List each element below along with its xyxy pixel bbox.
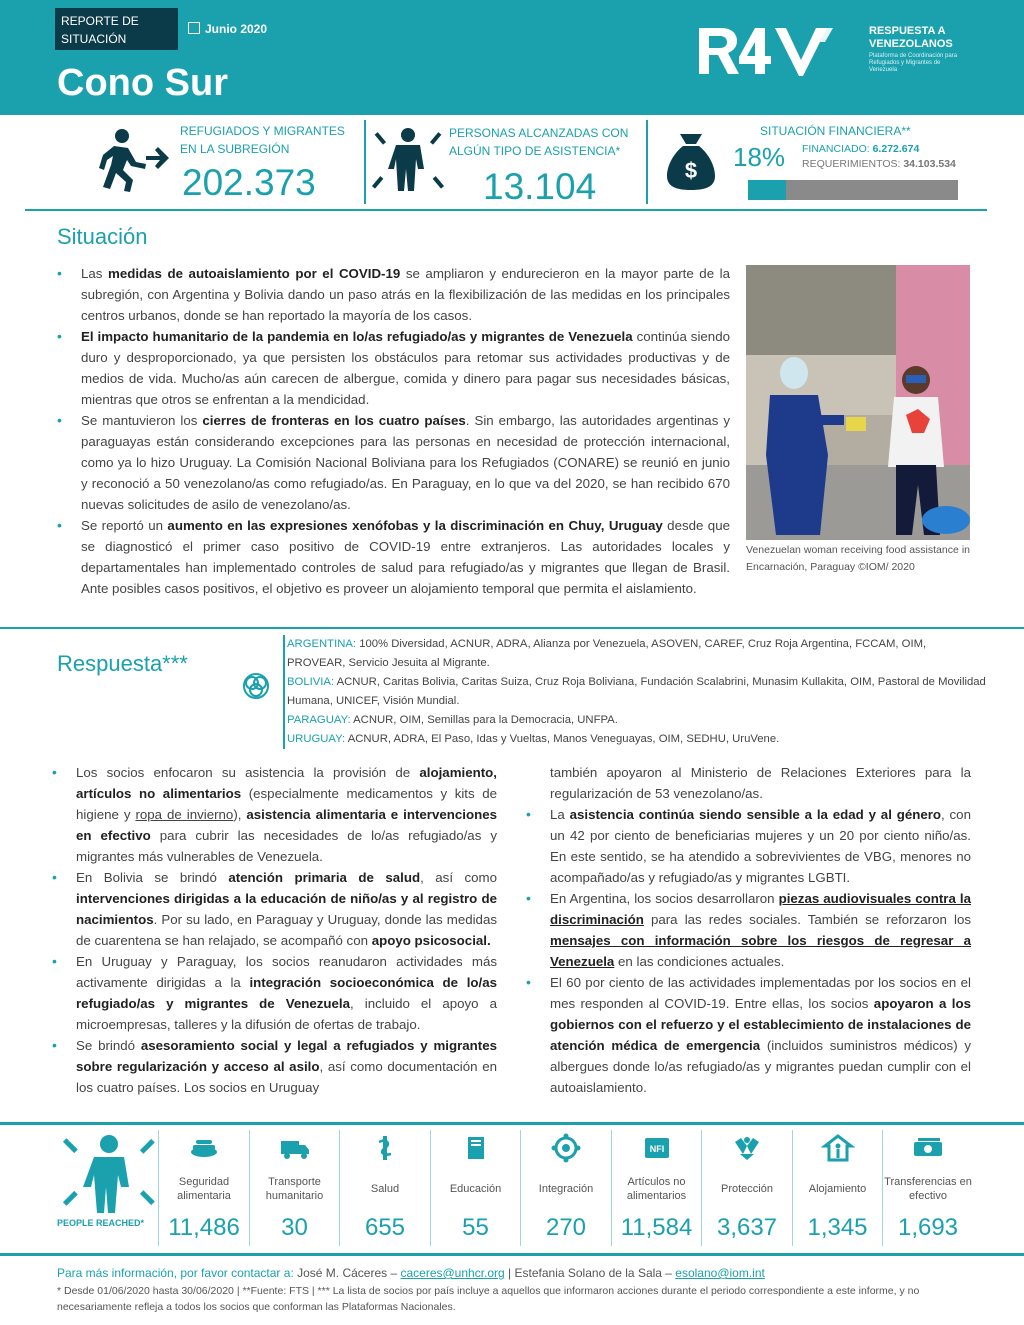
category-value: 1,693 [897,1214,959,1241]
category-divider [520,1130,521,1246]
partners-bolivia [287,673,987,711]
category-value: 1,345 [807,1214,868,1241]
category-value: 11,486 [168,1214,240,1241]
text: desde que se diagnosticó el primer caso positivo de COVID-19 entre extranjeros. Las autoridades locales y departamentales han implementado controles de salud para refugiado/as y migrantes que llegan de Brasil. Ante posibles casos positivos, el objetivo es proveer un alojamiento temporal que permita el aislamiento. [81,518,730,596]
category-divider [158,1130,159,1246]
email-link-1[interactable]: caceres@unhcr.org [400,1266,505,1280]
logo-title [869,25,979,51]
partners-by-country [283,635,987,749]
contact-name-1: José M. Cáceres – [297,1266,401,1280]
response-left-column [52,762,497,1098]
category-item [884,1130,972,1246]
contact-line [57,1266,765,1280]
funding-progress-fill [748,180,786,200]
category-item [160,1130,248,1246]
reached-label-line-1: PERSONAS ALCANZADAS CON [449,126,629,140]
category-label: Artículos no alimentarios [626,1176,687,1202]
text-bold: El impacto humanitario de la pandemia en lo/as refugiado/as y migrantes de Venezuela [81,329,633,344]
category-item [794,1130,882,1246]
text: continúa siendo duro y desproporcionado, ya que persisten los obstáculos para retomar sus actividades productivas y de medios de vida. Mucho/as aún carecen de albergue, comida y dinero para pagar sus necesidades básicas, mientras que otros se enfrentan a la mendicidad. [81,329,730,407]
respuesta-title: Respuesta*** [57,651,188,676]
category-label: Salud [370,1183,400,1195]
category-value: 11,584 [620,1214,693,1241]
logo-title-line-2: VENEZOLANOS [869,38,953,50]
strip-bottom-rule [0,1253,1024,1256]
section-rule [0,627,1024,629]
text: para cubrir las necesidades de lo/as refugiado/as y migrantes más vulnerables de Venezuela. [76,828,498,864]
footnote: * Desde 01/06/2020 hasta 30/06/2020 | **Fuente: FTS | *** La lista de socios por país incluye a aquellos que informaron acciones durante el periodo correspondiente a este informe, y no necesariamente refleja a todos los socios que conforman las Plataformas Nacionales. [57,1285,920,1313]
category-value: 30 [281,1214,308,1241]
requirements-value: 34.103.534 [903,158,956,170]
refugees-label-line-1: REFUGIADOS Y MIGRANTES [180,124,345,138]
response-continuation: también apoyaron al Ministerio de Relaciones Exteriores para la regularización de 53 venezolano/as. [550,765,971,801]
contact-name-2: Estefania Solano de la Sala – [514,1266,676,1280]
text-bold: integración socioeconómica de lo/as refugiado/as y migrantes de Venezuela [76,975,497,1011]
text: en las condiciones actuales. [614,954,785,969]
text-bold: apoyo psicosocial. [371,933,491,948]
situacion-bullets [57,263,730,599]
page-title: Cono Sur [57,62,228,104]
text: , incluido el apoyo a microempresas, talleres y la difusión de ofertas de trabajo. [76,996,497,1032]
shelter-icon [794,1132,882,1166]
kpi-bottom-rule [25,209,987,211]
country-label: ARGENTINA: [287,638,360,650]
situacion-bullet-4 [57,515,730,599]
report-type-badge [55,8,178,50]
text: Los socios enfocaron su asistencia la provisión de [76,765,420,780]
svg-text:$: $ [684,158,698,183]
category-divider [611,1130,612,1246]
funding-progress-bar [748,180,958,200]
kpi-divider [364,120,366,204]
text-bold: asistencia alimentaria e intervenciones en efectivo [76,807,498,843]
response-bullet-4 [52,1035,497,1098]
partners-uruguay [287,730,987,749]
partners-list: ACNUR, OIM, Semillas para la Democracia, UNFPA. [353,714,618,726]
funded-value: 6.272.674 [872,143,920,155]
date-text: Junio 2020 [205,22,268,36]
text: ), [233,807,247,822]
text: El 60 por ciento de las actividades implementadas por los socios en el mes responden al COVID-19. Entre ellas, los socios [550,975,971,1011]
category-divider [249,1130,250,1246]
text-bold: medidas de autoaislamiento por el COVID-19 [108,266,401,281]
people-reached-label: PEOPLE REACHED* [57,1218,145,1228]
response-bullet-7 [526,972,971,1098]
category-label: Educación [449,1183,502,1195]
text-bold: atención primaria de salud [228,870,421,885]
report-date [188,22,267,36]
partners-list: 100% Diversidad, ACNUR, ADRA, Alianza por Venezuela, ASOVEN, CAREF, Cruz Roja Argentina, FCCAM, OIM, PROVEAR, Servicio Jesuita al Migrante. [287,638,927,669]
email-link-2[interactable]: esolano@iom.int [675,1266,765,1280]
category-divider [882,1130,883,1246]
category-label: Alojamiento [808,1183,867,1195]
response-bullet-1 [52,762,497,867]
category-value: 270 [545,1214,587,1241]
text: Se reportó un [81,518,168,533]
person-reached-icon [372,124,444,196]
food-assistance-photo [746,265,970,540]
kpi-divider [646,120,648,204]
text: . Por su lado, en Paraguay y Uruguay, donde las medidas de cuarentena se han relajado, se acompañó con [76,912,497,948]
funded-label: FINANCIADO: [802,143,873,155]
response-right-column [526,762,971,1098]
text-bold: alojamiento, artículos no alimentarios [76,765,497,801]
finance-kpi-label: SITUACIÓN FINANCIERA** [760,124,911,138]
text-bold: cierres de fronteras en los cuatro países [202,413,466,428]
refugees-label-line-2: EN LA SUBREGIÓN [180,142,290,156]
text: Se mantuvieron los [81,413,203,428]
text: En Argentina, los socios desarrollaron [550,891,779,906]
country-label: PARAGUAY: [287,714,354,726]
nfi-icon [613,1132,701,1166]
strip-top-rule [0,1122,1024,1125]
category-label: Integración [538,1183,594,1195]
logo-title-line-1: RESPUESTA A [869,25,946,37]
category-divider [701,1130,702,1246]
truck-icon [251,1132,339,1166]
response-bullet-3 [52,951,497,1035]
text: En Uruguay y Paraguay, los socios reanudaron actividades más activamente dirigidas a la [76,954,497,990]
text: La [550,807,570,822]
category-divider [339,1130,340,1246]
funded-line [802,143,919,155]
category-item [703,1130,791,1246]
separator: | [504,1266,515,1280]
refugees-kpi-label [180,122,345,158]
response-bullet-2 [52,867,497,951]
walking-person-icon [94,128,170,194]
text-bold-underline: mensajes con información sobre los riesgos de regresar a Venezuela [550,933,971,969]
cash-icon [884,1132,972,1166]
text-bold-underline: piezas audiovisuales contra la discriminación [550,891,971,927]
text: . Sin embargo, las autoridades argentinas y paraguayas están considerando excepciones para las personas en necesidad de protección internacional, como ya lo hizo Uruguay. La Comisión Nacional Boliviana para los Refugiados (CONARE) se reunió en junio y reconoció a 50 venezolano/as como refugiado/as. En Paraguay, en lo que va del 2020, se han recibido 670 nuevas solicitudes de asilo de venezolano/as. [81,413,730,512]
text: Se brindó [76,1038,141,1053]
category-value: 3,637 [716,1214,778,1241]
category-value: 55 [462,1214,489,1241]
badge-line-1: REPORTE DE [61,14,139,28]
partners-list: ACNUR, Caritas Bolivia, Caritas Suiza, Cruz Roja Boliviana, Fundación Scalabrini, Munasim Kullakita, OIM, Pastoral de Movilidad Humana, UNICEF, Visión Mundial. [287,676,986,707]
partners-paraguay [287,711,987,730]
category-label: Transporte humanitario [265,1176,324,1202]
category-value: 655 [364,1214,406,1241]
category-divider [792,1130,793,1246]
situacion-title: Situación [57,224,148,249]
text: , con un 42 por ciento de beneficiarias mujeres y un 20 por ciento niño/as. En este sentido, se ha atendido a sobrevivientes de VBG, menores no acompañado/as y refugiado/as y migrantes LGBTI. [550,807,971,885]
response-bullet-6 [526,888,971,972]
text: Las [81,266,108,281]
partners-argentina [287,635,987,673]
text: , así como documentación en los cuatro países. Los socios en Uruguay [76,1059,497,1095]
text-bold: intervenciones dirigidas a la educación de niño/as y al registro de nacimientos [76,891,497,927]
requirements-line [802,158,956,170]
integration-icon [522,1132,610,1166]
category-divider [430,1130,431,1246]
finance-percent: 18% [733,142,786,172]
requirements-label: REQUERIMIENTOS: [802,158,904,170]
protection-icon [703,1132,791,1166]
text: (especialmente medicamentos y kits de higiene y [76,786,497,822]
people-reached-icon [62,1130,156,1216]
logo-subtitle: Plataforma de Coordinación para Refugiados y Migrantes de Venezuela [869,53,958,73]
country-label: URUGUAY: [287,733,348,745]
badge-line-2: SITUACIÓN [61,32,127,46]
text-bold: apoyaron a los gobiernos con el refuerzo y el establecimiento de instalaciones de atención médica de emergencia [550,996,971,1053]
situacion-bullet-3 [57,410,730,515]
partners-list: ACNUR, ADRA, El Paso, Idas y Vueltas, Manos Veneguayas, OIM, SEDHU, UruVene. [347,733,780,745]
food-icon [160,1132,248,1166]
text-underline: ropa de invierno [135,807,234,822]
text: , así como [420,870,497,885]
text-bold: asistencia continúa siendo sensible a la edad y al género [569,807,942,822]
photo-caption: Venezuelan woman receiving food assistance in Encarnación, Paraguay ©IOM/ 2020 [746,544,970,573]
category-item [613,1130,701,1246]
photo-illustration [746,265,970,540]
health-icon [341,1132,429,1166]
response-bullet-5 [526,804,971,888]
category-item [432,1130,520,1246]
svg-text:NFI: NFI [649,1144,664,1154]
partners-icon [241,671,271,701]
category-item [522,1130,610,1246]
reached-kpi-label [449,124,628,160]
text-bold: aumento en las expresiones xenófobas y la discriminación en Chuy, Uruguay [167,518,663,533]
country-label: BOLIVIA: [287,676,337,688]
text: se ampliaron y endurecieron en la mayor parte de la subregión, con Argentina y Bolivia dando un paso atrás en la flexibilización de las medidas en los principales centros urbanos, donde se han reportado la mayoría de los casos. [81,266,730,323]
text: En Bolivia se brindó [76,870,229,885]
refugees-kpi-value: 202.373 [182,162,316,203]
category-item [251,1130,339,1246]
situacion-bullet-2 [57,326,730,410]
category-label: Protección [721,1183,773,1195]
text: para las redes sociales. También se reforzaron los [643,912,971,927]
reached-kpi-value: 13.104 [483,166,597,207]
category-item [341,1130,429,1246]
r4v-logo-icon [697,24,859,78]
category-label: Seguridad alimentaria [177,1176,231,1202]
money-bag-icon [665,130,717,192]
book-icon [432,1132,520,1166]
contact-prefix: Para más información, por favor contactar a: [57,1266,298,1280]
category-label: Transferencias en efectivo [884,1176,972,1202]
reached-label-line-2: ALGÚN TIPO DE ASISTENCIA* [449,144,621,158]
calendar-icon [188,22,200,34]
situacion-bullet-1 [57,263,730,326]
text: (incluidos suministros médicos) y albergues donde lo/as refugiado/as y migrantes puedan cumplir con el autoaislamiento. [550,1038,971,1095]
text-bold: asesoramiento social y legal a refugiados y migrantes sobre regularización y acceso al asilo [76,1038,497,1074]
